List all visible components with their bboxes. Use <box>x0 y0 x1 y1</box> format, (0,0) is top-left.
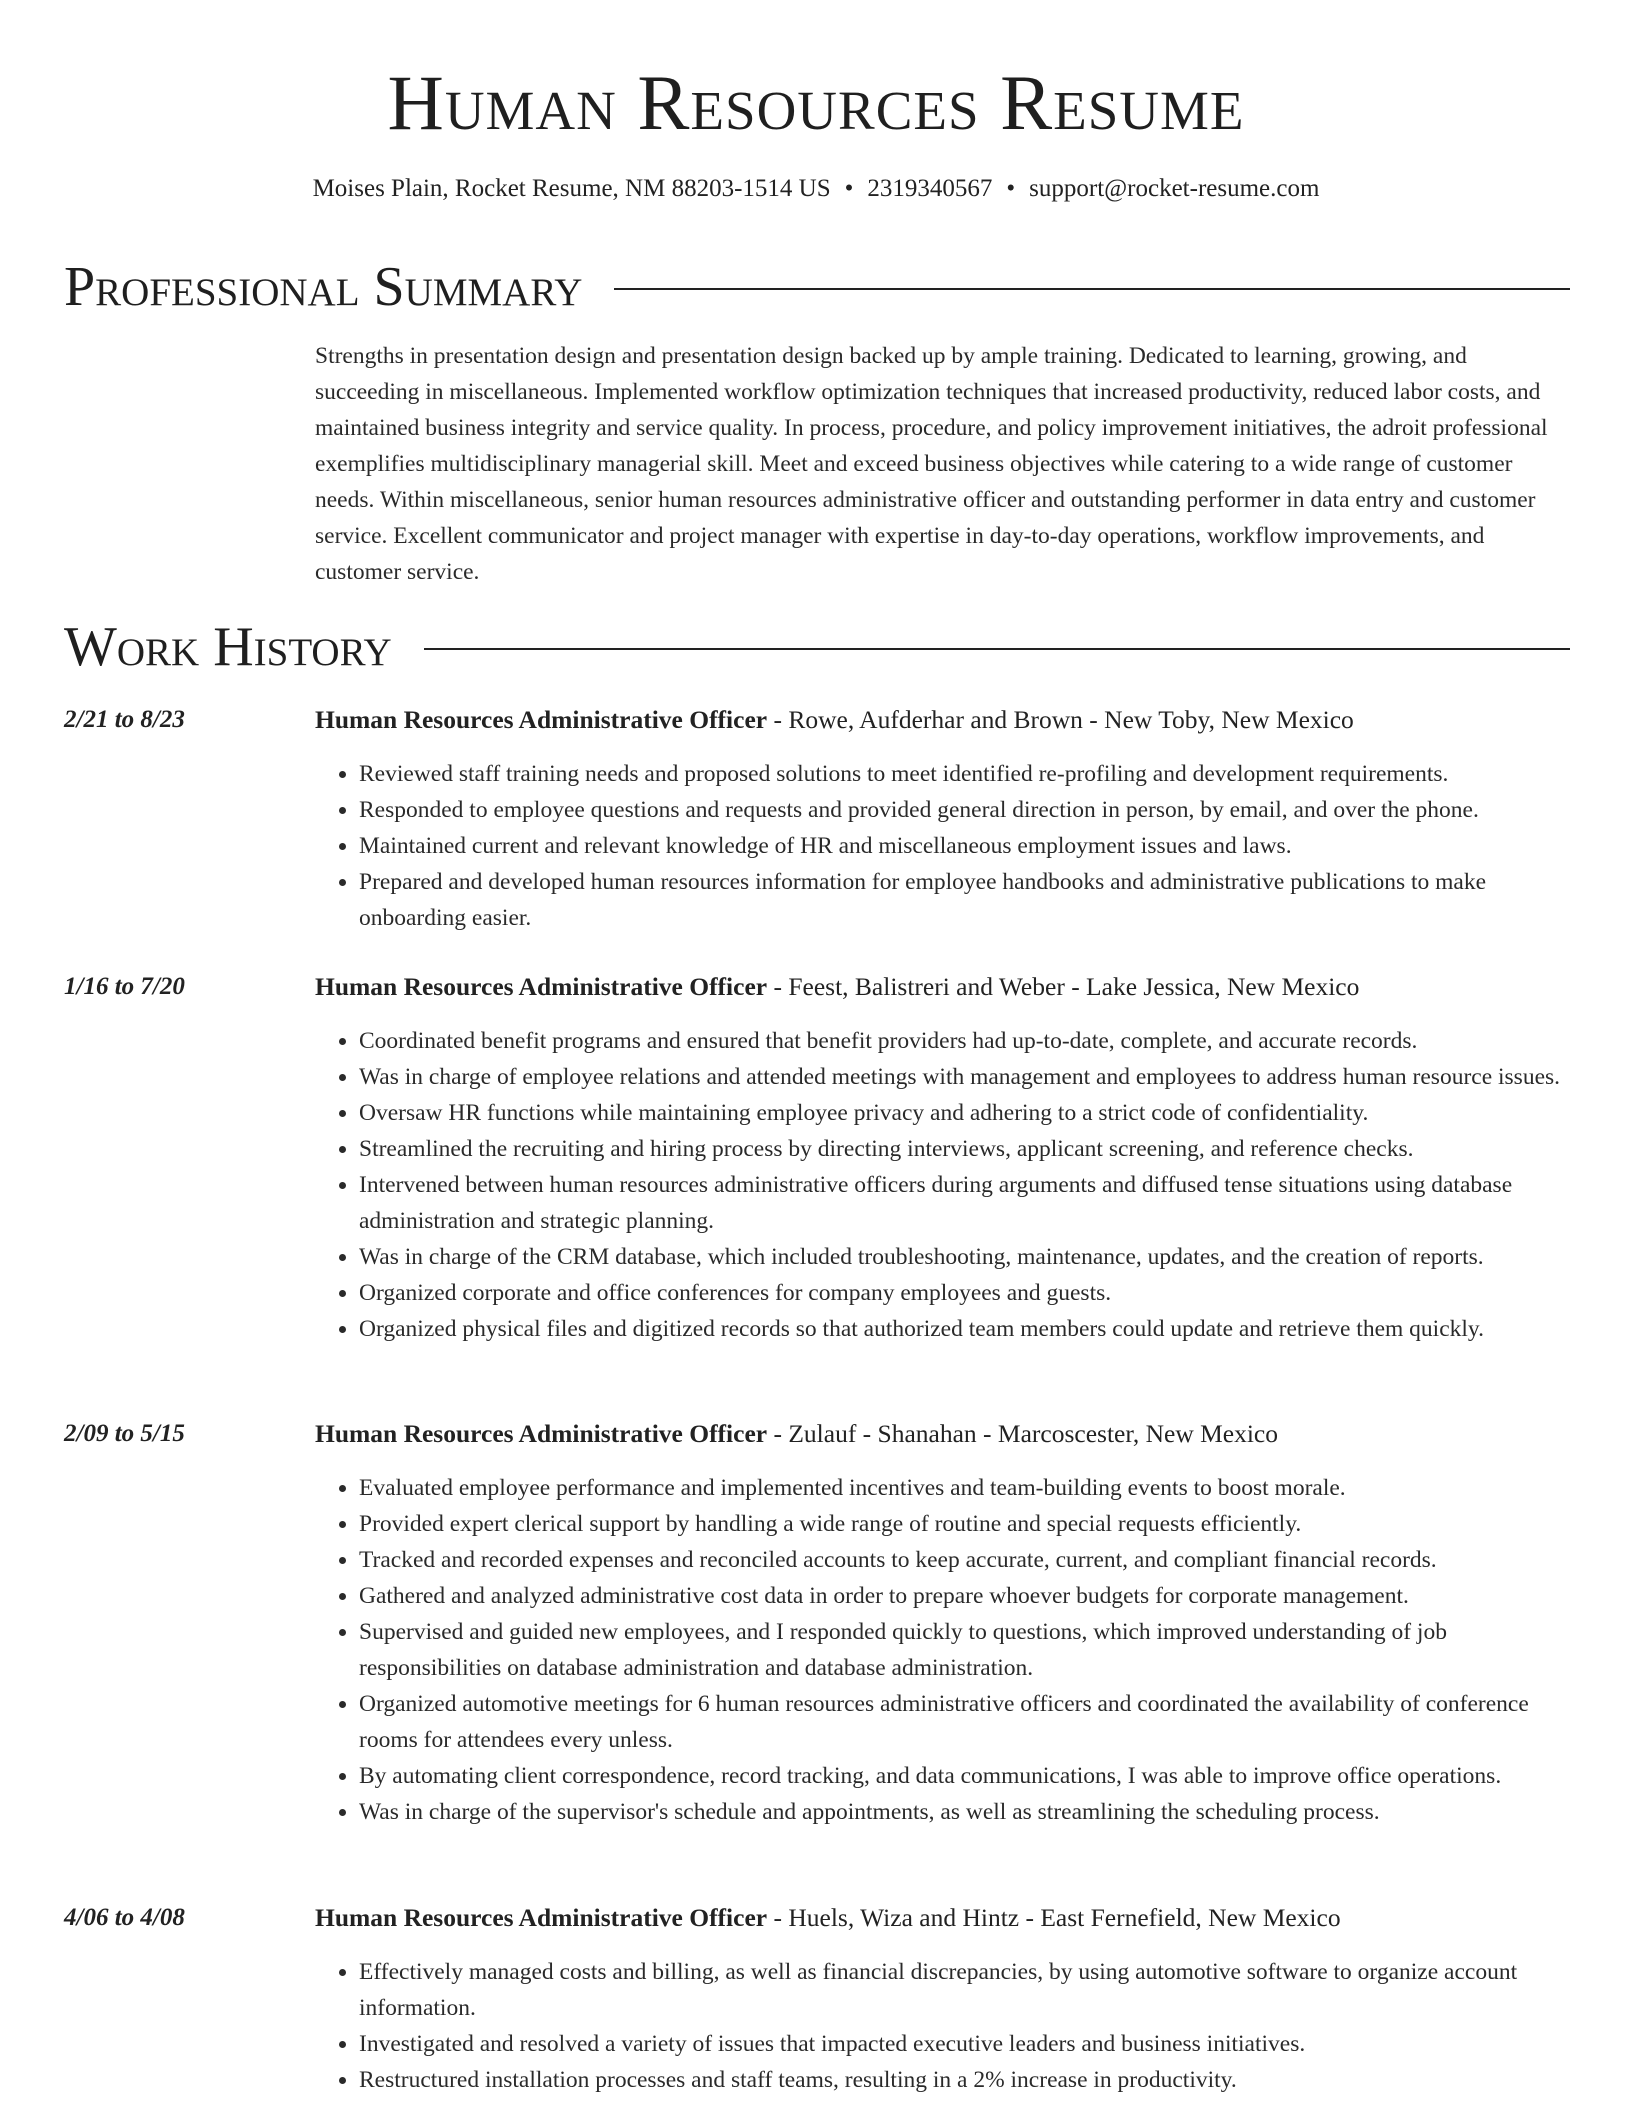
job-bullet: • Organized corporate and office conferences for company employees and guests. <box>359 1275 1570 1311</box>
job-bullet: • Effectively managed costs and billing, as well as financial discrepancies, by using automotive software to organize account information. <box>359 1954 1570 2026</box>
job-bullet: • Was in charge of employee relations and attended meetings with management and employees to address human resource issues. <box>359 1059 1570 1095</box>
section-divider <box>424 648 1570 650</box>
summary-section-header <box>64 255 1570 319</box>
job-bullet: • Evaluated employee performance and implemented incentives and team-building events to boost morale. <box>359 1470 1570 1506</box>
resume-title: Human Resources Resume <box>387 59 1245 146</box>
job-bullet: • By automating client correspondence, record tracking, and data communications, I was able to improve office operations. <box>359 1758 1570 1794</box>
work-section-header <box>64 615 1570 679</box>
job-bullet: • Restructured installation processes and staff teams, resulting in a 2% increase in productivity. <box>359 2062 1570 2098</box>
contact-line <box>0 172 1632 206</box>
contact-phone: 2319340567 <box>867 175 993 202</box>
job-bullet: • Streamlined the recruiting and hiring process by directing interviews, applicant screening, and reference checks. <box>359 1131 1570 1167</box>
job-bullet: • Prepared and developed human resources information for employee handbooks and administrative publications to make onboarding easier. <box>359 864 1570 936</box>
job-bullet: • Organized automotive meetings for 6 human resources administrative officers and coordinated the availability of conference rooms for attendees every unless. <box>359 1686 1570 1758</box>
job-title: Human Resources Administrative Officer <box>315 705 768 734</box>
job-bullet: • Investigated and resolved a variety of issues that impacted executive leaders and business initiatives. <box>359 2026 1570 2062</box>
job-bullets <box>315 1470 1570 1830</box>
job-bullet: • Was in charge of the supervisor's schedule and appointments, as well as streamlining the scheduling process. <box>359 1794 1570 1830</box>
job-bullet: • Gathered and analyzed administrative cost data in order to prepare whoever budgets for corporate management. <box>359 1578 1570 1614</box>
job-title: Human Resources Administrative Officer <box>315 1419 768 1448</box>
job-bullet: • Intervened between human resources administrative officers during arguments and diffused tense situations using database administration and strategic planning. <box>359 1167 1570 1239</box>
job-bullet: • Reviewed staff training needs and proposed solutions to meet identified re-profiling and development requirements. <box>359 756 1570 792</box>
work-heading: Work History <box>64 616 392 678</box>
job-heading <box>315 702 1354 738</box>
job-heading <box>315 969 1359 1005</box>
job-title: Human Resources Administrative Officer <box>315 1903 768 1932</box>
contact-email: support@rocket-resume.com <box>1029 175 1320 202</box>
job-bullet: • Supervised and guided new employees, and I responded quickly to questions, which improved understanding of job responsibilities on database administration and database administration. <box>359 1614 1570 1686</box>
job-dates: 2/09 to 5/15 <box>64 1420 185 1447</box>
job-employer-location: - Huels, Wiza and Hintz - East Fernefield, New Mexico <box>767 1903 1341 1932</box>
job-bullet: • Organized physical files and digitized records so that authorized team members could update and retrieve them quickly. <box>359 1311 1570 1347</box>
job-bullet: • Maintained current and relevant knowledge of HR and miscellaneous employment issues and laws. <box>359 828 1570 864</box>
job-dates: 1/16 to 7/20 <box>64 973 185 1000</box>
contact-separator: • <box>844 175 854 202</box>
summary-heading: Professional Summary <box>64 256 583 318</box>
job-employer-location: - Zulauf - Shanahan - Marcoscester, New Mexico <box>767 1419 1279 1448</box>
job-bullets <box>315 1954 1570 2098</box>
section-divider <box>614 288 1570 290</box>
job-bullet: • Oversaw HR functions while maintaining employee privacy and adhering to a strict code of confidentiality. <box>359 1095 1570 1131</box>
contact-address: Moises Plain, Rocket Resume, NM 88203-1514 US <box>312 175 831 202</box>
job-employer-location: - Feest, Balistreri and Weber - Lake Jessica, New Mexico <box>767 972 1360 1001</box>
job-bullet: • Responded to employee questions and requests and provided general direction in person, by email, and over the phone. <box>359 792 1570 828</box>
job-bullet: • Was in charge of the CRM database, which included troubleshooting, maintenance, updates, and the creation of reports. <box>359 1239 1570 1275</box>
job-dates: 4/06 to 4/08 <box>64 1904 185 1931</box>
job-bullet: • Tracked and recorded expenses and reconciled accounts to keep accurate, current, and compliant financial records. <box>359 1542 1570 1578</box>
job-dates: 2/21 to 8/23 <box>64 706 185 733</box>
job-heading <box>315 1900 1341 1936</box>
job-heading <box>315 1416 1278 1452</box>
job-employer-location: - Rowe, Aufderhar and Brown - New Toby, New Mexico <box>767 705 1354 734</box>
contact-separator: • <box>1006 175 1016 202</box>
job-bullets <box>315 1023 1570 1347</box>
job-bullet: • Coordinated benefit programs and ensured that benefit providers had up-to-date, complete, and accurate records. <box>359 1023 1570 1059</box>
job-bullet: • Provided expert clerical support by handling a wide range of routine and special requests efficiently. <box>359 1506 1570 1542</box>
summary-text: Strengths in presentation design and presentation design backed up by ample training. Dedicated to learning, growing, and succeeding in miscellaneous. Implemented workflow optimization techniques that increased productivity, reduced labor costs, and maintained business integrity and service quality. In process, procedure, and policy improvement initiatives, the adroit professional exemplifies multidisciplinary managerial skill. Meet and exceed business objectives while catering to a wide range of customer needs. Within miscellaneous, senior human resources administrative officer and outstanding performer in data entry and customer service. Excellent communicator and project manager with expertise in day-to-day operations, workflow improvements, and customer service. <box>315 343 1548 585</box>
job-title: Human Resources Administrative Officer <box>315 972 768 1001</box>
job-bullets <box>315 756 1570 936</box>
